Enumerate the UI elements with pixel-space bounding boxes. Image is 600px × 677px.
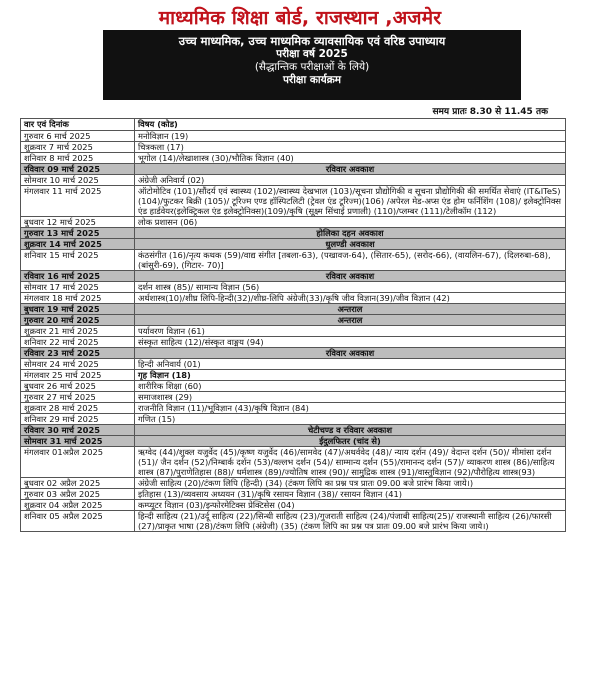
table-row (21, 414, 566, 425)
table-row (21, 370, 566, 381)
row-date: बुधवार 12 मार्च 2025 (21, 217, 135, 228)
row-subject: इतिहास (13)/व्यवसाय अध्ययन (31)/कृषि रसायन विज्ञान (38)/ रसायन विज्ञान (41) (135, 489, 566, 500)
table-row (21, 217, 566, 228)
schedule-table (20, 118, 566, 532)
table-row (21, 381, 566, 392)
row-subject: ऋग्वेद (44)/शुक्ल यजुर्वेद (45)/कृष्ण यजुर्वेद (46)/सामवेद (47)/अथर्ववेद (48)/ न्याय दर्शन (49)/ वेदान्त दर्शन (50)/ मीमांसा दर्शन (51)/ जैन दर्शन (52)/निम्बार्क दर्शन (53)/वल्लभ दर्शन (54)/ साम्मान्य दर्शन (55)/रामानन्द दर्शन (57)/ व्याकरण शास्त्र (86)/साहित्य शास्त्र (87)/पुराणेतिहास (88)/ धर्मशास्त्र (89)/ज्योतिष शास्त्र (90)/ सामुद्रिक शास्त्र (91)/वास्तुविज्ञान (92)/पौरोहित्य शास्त्र(93) (135, 447, 566, 478)
table-row (21, 186, 566, 217)
holiday-row (21, 239, 566, 250)
row-subject: मनोविज्ञान (19) (135, 131, 566, 142)
row-subject: गृह विज्ञान (18) (135, 370, 566, 381)
row-subject: होलिका दहन अवकाश (135, 228, 566, 239)
row-date: मंगलवार 25 मार्च 2025 (21, 370, 135, 381)
row-date: रविवार 09 मार्च 2025 (21, 164, 135, 175)
row-date: गुरुवार 27 मार्च 2025 (21, 392, 135, 403)
row-subject: अंग्रेजी अनिवार्य (02) (135, 175, 566, 186)
row-subject: ऑटोमोटिव (101)/सौंदर्य एवं स्वास्थ्य (102)/स्वास्थ्य देखभाल (103)/सूचना प्रौद्योगिकी व सूचना प्रौद्योगिकी की समर्थित सेवाएं (IT&ITeS)(104)/फुटकर बिक्री (105)/ टूरिज्म एण्ड हॉस्पिटलिटी (ट्रेवल एंड टूरिज्म)(106) /अपेरल मेड-अप्स एंड होम फर्निशिंग (108)/ इलेक्ट्रोनिक्स एंड हार्डवेयर(इलेक्ट्रिकल एंड इलेक्ट्रोनिक्स)(109)/कृषि (सूक्ष्म सिंचाई प्रणाली) (110)/प्लम्बर (111)/टेलीकॉम (112) (135, 186, 566, 217)
table-row (21, 511, 566, 532)
holiday-row (21, 315, 566, 326)
table-row (21, 175, 566, 186)
table-row (21, 153, 566, 164)
row-subject: हिन्दी साहित्य (21)/उर्दू साहित्य (22)/सिन्धी साहित्य (23)/गुजराती साहित्य (24)/पंजाबी साहित्य(25)/ राजस्थानी साहित्य (26)/फारसी (27)/प्राकृत भाषा (28)/टंकण लिपि (अंग्रेजी) (35) (टंकण लिपि का प्रश्न पत्र प्रातः 09.00 बजे प्रारंभ किया जाये।) (135, 511, 566, 532)
row-date: सोमवार 10 मार्च 2025 (21, 175, 135, 186)
row-date: रविवार 16 मार्च 2025 (21, 271, 135, 282)
row-date: शुक्रवार 14 मार्च 2025 (21, 239, 135, 250)
row-date: शनिवार 15 मार्च 2025 (21, 250, 135, 271)
row-subject: धुलण्डी अवकाश (135, 239, 566, 250)
table-row (21, 392, 566, 403)
table-row (21, 142, 566, 153)
row-date: सोमवार 17 मार्च 2025 (21, 282, 135, 293)
table-header-row (21, 119, 566, 131)
row-date: रविवार 30 मार्च 2025 (21, 425, 135, 436)
holiday-row (21, 304, 566, 315)
row-subject: समाजशास्त्र (29) (135, 392, 566, 403)
table-row (21, 282, 566, 293)
exam-banner (103, 30, 521, 100)
row-subject: शारीरिक शिक्षा (60) (135, 381, 566, 392)
row-subject: दर्शन शास्त्र (85)/ सामान्य विज्ञान (56) (135, 282, 566, 293)
row-subject: अन्तराल (135, 315, 566, 326)
row-date: शनिवार 22 मार्च 2025 (21, 337, 135, 348)
holiday-row (21, 348, 566, 359)
table-row (21, 489, 566, 500)
row-date: बुधवार 26 मार्च 2025 (21, 381, 135, 392)
board-title: माध्यमिक शिक्षा बोर्ड, राजस्थान ,अजमेर (158, 7, 442, 29)
holiday-row (21, 228, 566, 239)
row-subject: अंग्रेजी साहित्य (20)/टंकण लिपि (हिन्दी) (34) (टंकण लिपि का प्रश्न पत्र प्रातः 09.00 बजे प्रारंभ किया जाये।) (135, 478, 566, 489)
row-date: मंगलवार 11 मार्च 2025 (21, 186, 135, 217)
table-row (21, 131, 566, 142)
banner-line-1: उच्च माध्यमिक, उच्च माध्यमिक व्यावसायिक एवं वरिष्ठ उपाध्याय (178, 34, 446, 48)
row-subject: हिन्दी अनिवार्य (01) (135, 359, 566, 370)
row-date: शनिवार 29 मार्च 2025 (21, 414, 135, 425)
row-date: शनिवार 8 मार्च 2025 (21, 153, 135, 164)
row-subject: चेटीचण्ड व रविवार अवकाश (135, 425, 566, 436)
row-date: बुधवार 19 मार्च 2025 (21, 304, 135, 315)
row-subject: रविवार अवकाश (135, 271, 566, 282)
row-subject: कम्प्यूटर विज्ञान (03)/इन्फोरमेटिक्स प्रेक्टिसेस (04) (135, 500, 566, 511)
row-date: शुक्रवार 7 मार्च 2025 (21, 142, 135, 153)
table-row (21, 403, 566, 414)
row-subject: गणित (15) (135, 414, 566, 425)
row-date: शुक्रवार 28 मार्च 2025 (21, 403, 135, 414)
header-subject: विषय (कोड) (135, 119, 566, 131)
row-date: गुरुवार 03 अप्रैल 2025 (21, 489, 135, 500)
row-subject: राजनीति विज्ञान (11)/भूविज्ञान (43)/कृषि विज्ञान (84) (135, 403, 566, 414)
holiday-row (21, 164, 566, 175)
header-date: वार एवं दिनांक (21, 119, 135, 131)
row-date: सोमवार 31 मार्च 2025 (21, 436, 135, 447)
row-date: शुक्रवार 04 अप्रैल 2025 (21, 500, 135, 511)
row-subject: लोक प्रशासन (06) (135, 217, 566, 228)
exam-timing: समय प्रातः 8.30 से 11.45 तक (432, 107, 548, 117)
table-row (21, 359, 566, 370)
table-row (21, 478, 566, 489)
row-subject: भूगोल (14)/लेखाशास्त्र (30)/भौतिक विज्ञान (40) (135, 153, 566, 164)
table-row (21, 447, 566, 478)
row-date: मंगलवार 01अप्रैल 2025 (21, 447, 135, 478)
row-subject: कंठसंगीत (16)/नृत्य कथक (59)/वाद्य संगीत [तबला-63), (पखावज-64), (सितार-65), (सरोद-66), (वायलिन-67), (दिलरुबा-68), (बांसुरी-69), (गिटार- 70)] (135, 250, 566, 271)
row-subject: रविवार अवकाश (135, 348, 566, 359)
row-subject: ईदुलफितर (चांद से) (135, 436, 566, 447)
row-date: गुरुवार 13 मार्च 2025 (21, 228, 135, 239)
table-row (21, 337, 566, 348)
table-row (21, 293, 566, 304)
holiday-row (21, 425, 566, 436)
row-subject: पर्यावरण विज्ञान (61) (135, 326, 566, 337)
row-subject: चित्रकला (17) (135, 142, 566, 153)
row-date: गुरुवार 6 मार्च 2025 (21, 131, 135, 142)
table-row (21, 250, 566, 271)
row-date: मंगलवार 18 मार्च 2025 (21, 293, 135, 304)
row-subject: रविवार अवकाश (135, 164, 566, 175)
holiday-row (21, 436, 566, 447)
table-row (21, 326, 566, 337)
row-subject: अन्तराल (135, 304, 566, 315)
row-subject: अर्थशास्त्र(10)/शीघ्र लिपि-हिन्दी(32)/शीघ्र-लिपि अंग्रेजी(33)/कृषि जीव विज्ञान(39)/जीव विज्ञान (42) (135, 293, 566, 304)
banner-year: परीक्षा वर्ष 2025 (276, 48, 348, 60)
banner-program: परीक्षा कार्यक्रम (282, 74, 342, 86)
banner-note: (सैद्धान्तिक परीक्षाओं के लिये) (254, 61, 370, 73)
row-date: रविवार 23 मार्च 2025 (21, 348, 135, 359)
row-date: बुधवार 02 अप्रैल 2025 (21, 478, 135, 489)
row-date: गुरुवार 20 मार्च 2025 (21, 315, 135, 326)
row-date: शुक्रवार 21 मार्च 2025 (21, 326, 135, 337)
row-subject: संस्कृत साहित्य (12)/संस्कृत वाङ्मय (94) (135, 337, 566, 348)
row-date: सोमवार 24 मार्च 2025 (21, 359, 135, 370)
row-date: शनिवार 05 अप्रैल 2025 (21, 511, 135, 532)
holiday-row (21, 271, 566, 282)
table-row (21, 500, 566, 511)
